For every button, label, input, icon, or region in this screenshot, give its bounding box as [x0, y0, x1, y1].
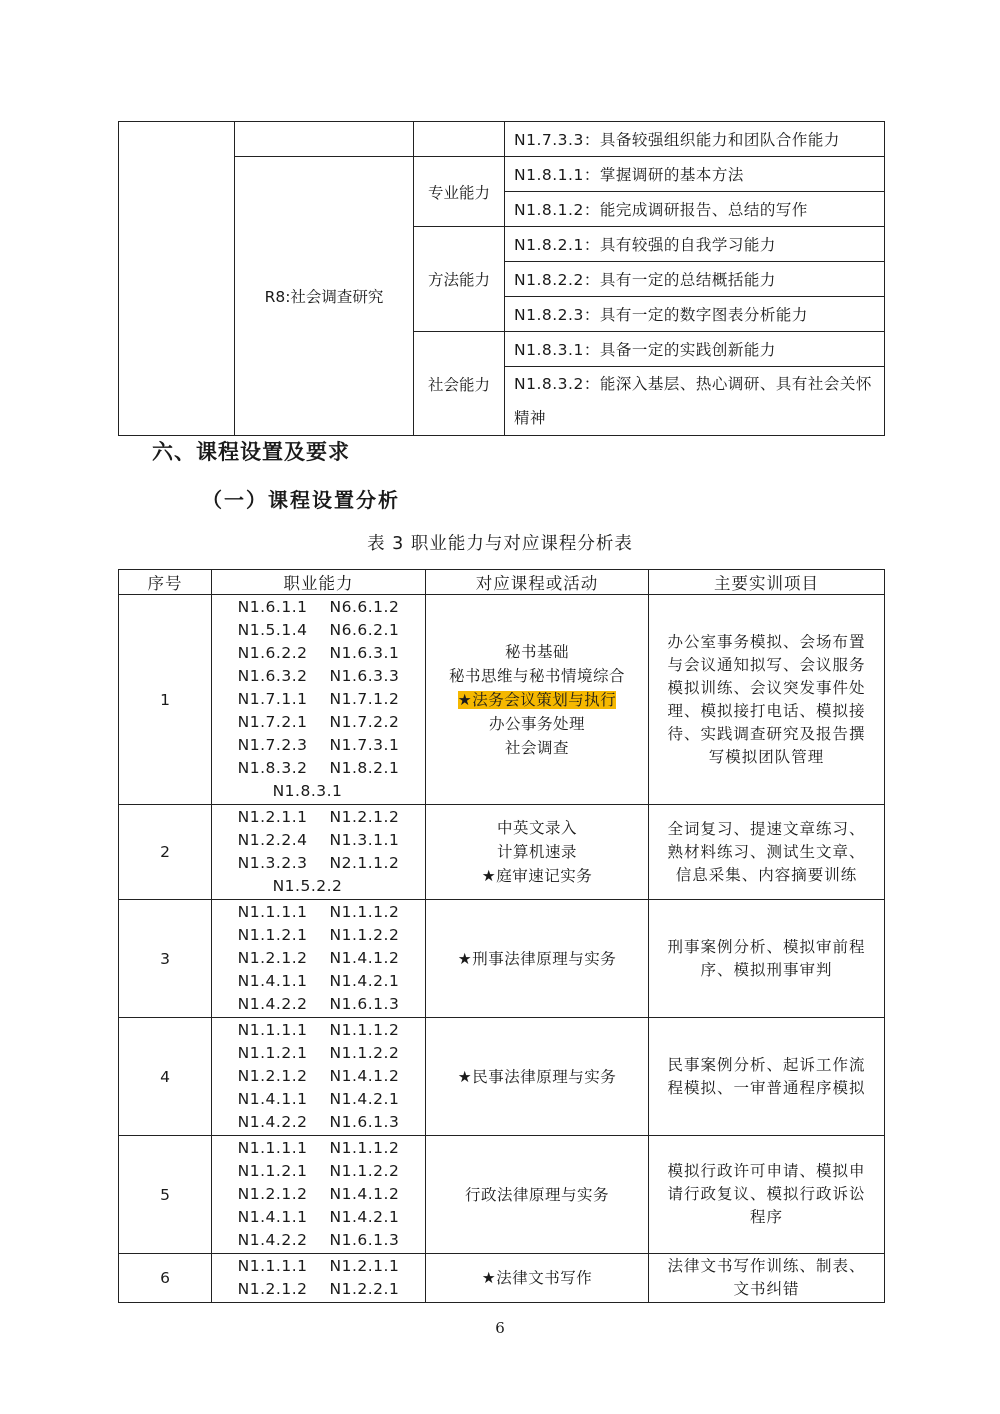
- group-label: 社会能力: [414, 332, 505, 436]
- ability-code: N1.4.2.2: [237, 1231, 308, 1249]
- table-caption: 表 3 职业能力与对应课程分析表: [367, 534, 633, 554]
- training-projects: 民事案例分析、起诉工作流程模拟、一审普通程序模拟: [649, 1018, 885, 1136]
- course-list: [426, 595, 649, 805]
- code-line: [212, 993, 425, 1016]
- code-line: [212, 829, 425, 852]
- ability-codes: [212, 1136, 426, 1254]
- training-projects: 模拟行政许可申请、模拟申请行政复议、模拟行政诉讼程序: [649, 1136, 885, 1254]
- ability-code: N1.6.1.3: [329, 995, 400, 1013]
- table-row: [119, 1254, 885, 1303]
- ability-code: N1.2.1.2: [329, 808, 400, 826]
- code-line: [212, 711, 425, 734]
- ability-codes: [212, 595, 426, 805]
- course-text: ★刑事法律原理与实务: [457, 949, 617, 968]
- course-text: 行政法律原理与实务: [464, 1185, 609, 1204]
- course-text: 秘书基础: [504, 642, 569, 661]
- course-name: [426, 840, 648, 864]
- ability-code: N1.4.1.1: [237, 1208, 308, 1226]
- course-text: 中英文录入: [496, 819, 577, 837]
- ability-cell: N1.8.2.3：具有一定的数字图表分析能力: [505, 297, 885, 332]
- ability-code: N1.2.1.2: [237, 1280, 308, 1298]
- code-line: [212, 970, 425, 993]
- ability-code: N1.6.1.3: [329, 1113, 400, 1131]
- row-number: 1: [119, 595, 212, 805]
- table-header-row: [119, 570, 885, 595]
- ability-codes: [212, 1254, 426, 1303]
- code-line: [212, 1065, 425, 1088]
- ability-code: N2.1.1.2: [329, 854, 400, 872]
- code-line: [212, 1042, 425, 1065]
- ability-code: N1.4.1.2: [329, 1067, 400, 1085]
- column-header: 对应课程或活动: [426, 570, 649, 595]
- ability-code: N1.2.1.2: [237, 1185, 308, 1203]
- course-name: [426, 816, 648, 840]
- code-line: [212, 596, 425, 619]
- table-row: [119, 805, 885, 900]
- code-line: [212, 1183, 425, 1206]
- ability-code: N1.2.1.1: [329, 1257, 400, 1275]
- ability-code: N1.1.2.1: [237, 1162, 308, 1180]
- ability-codes: [212, 1018, 426, 1136]
- table-row: [119, 595, 885, 805]
- course-name: [426, 688, 648, 712]
- blank-cell: [119, 122, 235, 436]
- code-line: [212, 1088, 425, 1111]
- ability-code: N1.6.3.2: [237, 667, 308, 685]
- ability-code: N1.2.1.2: [237, 1067, 308, 1085]
- course-text: ★法律文书写作: [481, 1269, 593, 1287]
- table-body: [119, 595, 885, 1303]
- ability-code: N1.8.3.2: [237, 759, 308, 777]
- code-line: [212, 665, 425, 688]
- course-text: 秘书思维与秘书情境综合: [448, 666, 625, 685]
- course-list: [426, 1136, 649, 1254]
- ability-code: N1.7.2.2: [329, 713, 400, 731]
- code-line: [212, 1206, 425, 1229]
- ability-code: N1.3.1.1: [329, 831, 400, 849]
- code-line: [212, 875, 425, 898]
- course-name: [426, 947, 648, 971]
- table-row: [119, 1018, 885, 1136]
- code-line: [212, 1278, 425, 1301]
- ability-code: N1.4.2.1: [329, 1090, 400, 1108]
- course-name: [426, 664, 648, 688]
- ability-code: N1.4.1.2: [329, 1185, 400, 1203]
- ability-cell: N1.8.2.1：具有较强的自我学习能力: [505, 227, 885, 262]
- training-projects: 法律文书写作训练、制表、文书纠错: [649, 1254, 885, 1303]
- ability-code: N1.6.1.3: [329, 1231, 400, 1249]
- blank-cell: [235, 122, 414, 157]
- row-number: 6: [119, 1254, 212, 1303]
- ability-code: N1.8.3.1: [272, 782, 343, 800]
- code-line: [212, 947, 425, 970]
- code-line: [212, 642, 425, 665]
- ability-code: N1.2.2.1: [329, 1280, 400, 1298]
- ability-code: N1.6.2.2: [237, 644, 308, 662]
- ability-code: N1.1.1.1: [237, 903, 308, 921]
- ability-code: N1.1.2.2: [329, 1162, 400, 1180]
- course-name: [426, 712, 648, 736]
- table-row: [119, 1136, 885, 1254]
- training-projects: 刑事案例分析、模拟审前程序、模拟刑事审判: [649, 900, 885, 1018]
- blank-cell: [414, 122, 505, 157]
- ability-code: N1.6.1.1: [237, 598, 308, 616]
- ability-code: N1.6.3.3: [329, 667, 400, 685]
- subsection-heading: （一）课程设置分析: [202, 488, 400, 512]
- ability-code: N6.6.2.1: [329, 621, 400, 639]
- highlighted-course-text: ★法务会议策划与执行: [457, 690, 617, 709]
- code-line: [212, 688, 425, 711]
- ability-code: N1.5.1.4: [237, 621, 308, 639]
- ability-codes: [212, 900, 426, 1018]
- code-line: [212, 1160, 425, 1183]
- ability-code: N1.2.2.4: [237, 831, 308, 849]
- code-line: [212, 1137, 425, 1160]
- ability-code: N6.6.1.2: [329, 598, 400, 616]
- ability-code: N1.4.2.1: [329, 972, 400, 990]
- ability-code: N1.1.2.1: [237, 926, 308, 944]
- ability-code: N1.2.1.2: [237, 949, 308, 967]
- competency-continuation-table: [118, 121, 885, 436]
- course-text: ★庭审速记实务: [481, 867, 593, 885]
- ability-code: N1.1.2.2: [329, 1044, 400, 1062]
- course-name: [426, 1266, 648, 1290]
- code-line: [212, 1229, 425, 1252]
- course-analysis-table: [118, 569, 885, 1303]
- ability-code: N1.1.1.1: [237, 1257, 308, 1275]
- course-name: [426, 1065, 648, 1089]
- column-header: 序号: [119, 570, 212, 595]
- ability-cell: N1.8.1.2：能完成调研报告、总结的写作: [505, 192, 885, 227]
- course-name: [426, 864, 648, 888]
- ability-code: N1.1.1.2: [329, 903, 400, 921]
- code-line: [212, 806, 425, 829]
- ability-code: N1.4.1.2: [329, 949, 400, 967]
- ability-code: N1.4.2.2: [237, 1113, 308, 1131]
- ability-code: N1.7.3.1: [329, 736, 400, 754]
- code-line: [212, 757, 425, 780]
- ability-cell: N1.8.3.2：能深入基层、热心调研、具有社会关怀精神: [505, 367, 885, 436]
- ability-codes: [212, 805, 426, 900]
- ability-code: N1.7.2.1: [237, 713, 308, 731]
- ability-code: N1.1.1.1: [237, 1139, 308, 1157]
- item-label: R8:社会调查研究: [235, 157, 414, 436]
- ability-code: N1.5.2.2: [272, 877, 343, 895]
- code-line: [212, 901, 425, 924]
- code-line: [212, 924, 425, 947]
- ability-cell: N1.8.1.1：掌握调研的基本方法: [505, 157, 885, 192]
- group-label: 专业能力: [414, 157, 505, 227]
- ability-code: N1.4.2.1: [329, 1208, 400, 1226]
- ability-code: N1.7.1.1: [237, 690, 308, 708]
- column-header: 职业能力: [212, 570, 426, 595]
- code-line: [212, 852, 425, 875]
- code-line: [212, 780, 425, 803]
- group-label: 方法能力: [414, 227, 505, 332]
- code-line: [212, 1019, 425, 1042]
- ability-code: N1.6.3.1: [329, 644, 400, 662]
- course-text: 计算机速录: [496, 843, 577, 861]
- ability-code: N1.2.1.1: [237, 808, 308, 826]
- ability-cell: N1.8.3.1：具备一定的实践创新能力: [505, 332, 885, 367]
- ability-code: N1.4.2.2: [237, 995, 308, 1013]
- code-line: [212, 734, 425, 757]
- ability-cell: N1.7.3.3：具备较强组织能力和团队合作能力: [505, 122, 885, 157]
- ability-code: N1.1.1.2: [329, 1139, 400, 1157]
- ability-code: N1.8.2.1: [329, 759, 400, 777]
- column-header: 主要实训项目: [649, 570, 885, 595]
- page-number: 6: [495, 1319, 505, 1337]
- ability-code: N1.4.1.1: [237, 972, 308, 990]
- course-name: [426, 1183, 648, 1207]
- course-name: [426, 736, 648, 760]
- ability-code: N1.3.2.3: [237, 854, 308, 872]
- ability-code: N1.4.1.1: [237, 1090, 308, 1108]
- ability-code: N1.1.2.2: [329, 926, 400, 944]
- row-number: 3: [119, 900, 212, 1018]
- course-list: [426, 805, 649, 900]
- code-line: [212, 619, 425, 642]
- section-heading: 六、课程设置及要求: [152, 440, 350, 464]
- training-projects: 全词复习、提速文章练习、熟材料练习、测试生文章、信息采集、内容摘要训练: [649, 805, 885, 900]
- training-projects: 办公室事务模拟、会场布置与会议通知拟写、会议服务模拟训练、会议突发事件处理、模拟接打电话、模拟接待、实践调查研究及报告撰写模拟团队管理: [649, 595, 885, 805]
- course-list: [426, 1018, 649, 1136]
- course-list: [426, 1254, 649, 1303]
- ability-code: N1.7.2.3: [237, 736, 308, 754]
- code-line: [212, 1255, 425, 1278]
- ability-code: N1.1.2.1: [237, 1044, 308, 1062]
- ability-code: N1.1.1.2: [329, 1021, 400, 1039]
- course-name: [426, 640, 648, 664]
- table-row: [119, 900, 885, 1018]
- course-text: ★民事法律原理与实务: [457, 1067, 617, 1086]
- row-number: 5: [119, 1136, 212, 1254]
- course-text: 办公事务处理: [488, 714, 585, 733]
- row-number: 4: [119, 1018, 212, 1136]
- ability-code: N1.7.1.2: [329, 690, 400, 708]
- ability-cell: N1.8.2.2：具有一定的总结概括能力: [505, 262, 885, 297]
- row-number: 2: [119, 805, 212, 900]
- code-line: [212, 1111, 425, 1134]
- ability-code: N1.1.1.1: [237, 1021, 308, 1039]
- course-text: 社会调查: [504, 738, 569, 757]
- course-list: [426, 900, 649, 1018]
